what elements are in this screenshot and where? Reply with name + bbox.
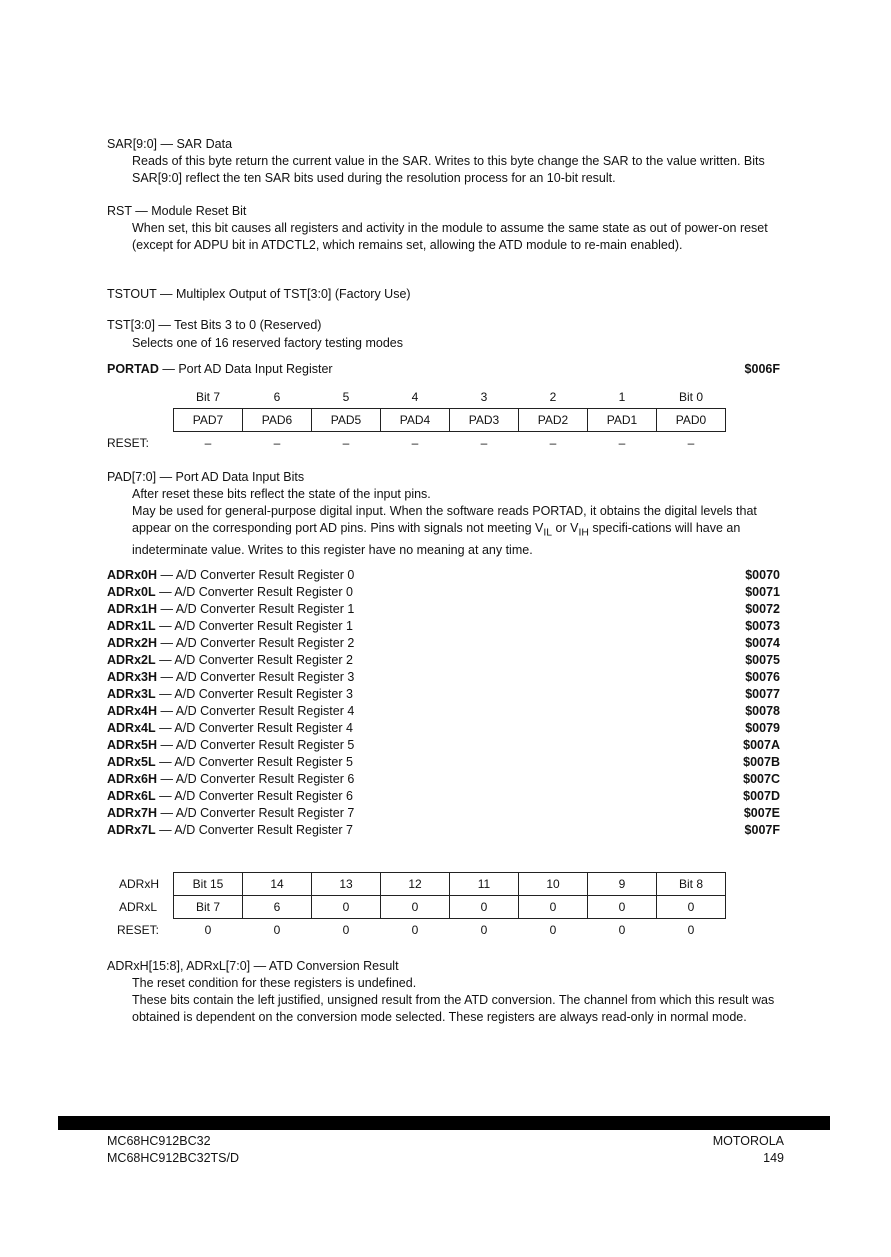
- reset-value: –: [687, 436, 695, 450]
- adr-register-row: [107, 805, 780, 822]
- adr-register-row: [107, 822, 780, 839]
- register-address: $007F: [744, 823, 780, 837]
- register-cell: 6: [243, 896, 312, 919]
- register-cell: 13: [312, 873, 381, 896]
- reset-value: 0: [618, 923, 626, 937]
- register-name: ADRx3L: [107, 687, 156, 701]
- rst-heading: RST — Module Reset Bit: [107, 204, 247, 218]
- register-desc: — A/D Converter Result Register 5: [160, 738, 355, 752]
- register-address: $0073: [745, 619, 780, 633]
- register-name: ADRx2L: [107, 653, 156, 667]
- vih-subscript: IH: [578, 527, 589, 539]
- adr-register-row: [107, 669, 780, 686]
- register-cell: 0: [519, 896, 588, 919]
- register-cell: Bit 15: [174, 873, 243, 896]
- adr-register-row: [107, 720, 780, 737]
- adr-register-table: [107, 872, 726, 941]
- reset-value: 0: [411, 923, 419, 937]
- register-name: ADRx0L: [107, 585, 156, 599]
- register-cell: 0: [657, 896, 726, 919]
- bit-header: Bit 0: [678, 390, 703, 404]
- reset-value: –: [411, 436, 419, 450]
- adr-register-row: [107, 771, 780, 788]
- adr-register-row: [107, 618, 780, 635]
- register-cell: 9: [588, 873, 657, 896]
- register-cell: PAD2: [519, 409, 588, 432]
- footer-company: MOTOROLA: [712, 1134, 784, 1148]
- reset-label: RESET:: [117, 922, 160, 937]
- register-name: ADRx1L: [107, 619, 156, 633]
- register-desc: — A/D Converter Result Register 6: [159, 789, 353, 803]
- adr-result-heading: ADRxH[15:8], ADRxL[7:0] — ATD Conversion Result: [107, 959, 399, 973]
- reset-value: –: [342, 436, 350, 450]
- bit-header-row: [107, 386, 726, 409]
- register-address: $007B: [743, 755, 780, 769]
- pad-line2: [132, 503, 787, 559]
- pad-line2-text-b: specifi-cations will have an indeterminate value. Writes to this register have no meaning at any time.: [132, 521, 741, 557]
- adrxh-label: ADRxH: [119, 877, 160, 891]
- reset-value: –: [618, 436, 626, 450]
- register-cell: PAD7: [174, 409, 243, 432]
- register-name: ADRx4L: [107, 721, 156, 735]
- register-address: $007D: [743, 789, 780, 803]
- register-name: ADRx6H: [107, 772, 158, 786]
- sar-description: Reads of this byte return the current value in the SAR. Writes to this byte change the SAR to the value written. Bits SAR[9:0] reflect the ten SAR bits used during the resolution process for an 10-bit result.: [132, 154, 765, 185]
- register-name: ADRx5L: [107, 755, 156, 769]
- register-cell: 0: [588, 896, 657, 919]
- bit-header: 5: [342, 390, 350, 404]
- register-name: ADRx2H: [107, 636, 158, 650]
- register-address: $0078: [745, 704, 780, 718]
- footer-page-number: 149: [763, 1151, 784, 1165]
- portad-desc: — Port AD Data Input Register: [162, 362, 333, 376]
- reset-value: –: [273, 436, 281, 450]
- reset-value: 0: [273, 923, 281, 937]
- adr-register-row: [107, 788, 780, 805]
- register-cell: 14: [243, 873, 312, 896]
- pad-line2-text-a: May be used for general-purpose digital input. When the software reads PORTAD, it obtains the digital levels that appear on the corresponding port AD pins. Pins with signals not meeting V: [132, 504, 757, 535]
- register-name: ADRx0H: [107, 568, 158, 582]
- reset-value: –: [480, 436, 488, 450]
- register-desc: — A/D Converter Result Register 7: [160, 806, 355, 820]
- register-address: $0077: [745, 687, 780, 701]
- portad-register-table: [107, 386, 726, 454]
- register-desc: — A/D Converter Result Register 1: [159, 619, 353, 633]
- reset-label: RESET:: [107, 435, 150, 450]
- tstout-heading: TSTOUT — Multiplex Output of TST[3:0] (Factory Use): [107, 287, 411, 301]
- register-desc: — A/D Converter Result Register 4: [159, 721, 353, 735]
- bit-header: Bit 7: [195, 390, 220, 404]
- register-address: $0070: [745, 568, 780, 582]
- register-cell: PAD1: [588, 409, 657, 432]
- register-name: ADRx3H: [107, 670, 158, 684]
- bit-header: 6: [273, 390, 281, 404]
- register-address: $0071: [745, 585, 780, 599]
- adr-register-row: [107, 737, 780, 754]
- register-name: ADRx6L: [107, 789, 156, 803]
- register-address: $007C: [743, 772, 780, 786]
- adr-result-line2: These bits contain the left justified, unsigned result from the ATD conversion. The channel from which this result was obtained is dependent on the conversion mode selected. These registers are always read-only in normal mode.: [132, 993, 775, 1024]
- reset-value: 0: [480, 923, 488, 937]
- register-desc: — A/D Converter Result Register 0: [159, 585, 353, 599]
- register-cell: PAD4: [381, 409, 450, 432]
- reset-row: [107, 919, 726, 942]
- sar-heading: SAR[9:0] — SAR Data: [107, 137, 233, 151]
- footer-bar: [58, 1116, 830, 1130]
- register-cell: 12: [381, 873, 450, 896]
- register-cell: 10: [519, 873, 588, 896]
- register-address: $0074: [745, 636, 780, 650]
- reset-value: 0: [204, 923, 212, 937]
- footer-part-number: MC68HC912BC32: [107, 1134, 211, 1148]
- adrxh-row: [107, 873, 726, 896]
- register-desc: — A/D Converter Result Register 7: [159, 823, 353, 837]
- register-cell: 0: [381, 896, 450, 919]
- adr-register-row: [107, 584, 780, 601]
- adr-register-row: [107, 754, 780, 771]
- reset-value: 0: [342, 923, 350, 937]
- register-address: $0079: [745, 721, 780, 735]
- reset-value: –: [549, 436, 557, 450]
- adr-register-row: [107, 601, 780, 618]
- register-address: $007E: [743, 806, 780, 820]
- pad-line2-or: or V: [552, 521, 579, 535]
- register-desc: — A/D Converter Result Register 2: [159, 653, 353, 667]
- register-name: ADRx5H: [107, 738, 158, 752]
- reset-row: [107, 432, 726, 455]
- register-cell: PAD6: [243, 409, 312, 432]
- register-desc: — A/D Converter Result Register 4: [160, 704, 355, 718]
- register-address: $0075: [745, 653, 780, 667]
- register-desc: — A/D Converter Result Register 3: [159, 687, 353, 701]
- portad-address: $006F: [744, 362, 780, 376]
- adrxl-row: [107, 896, 726, 919]
- bit-header: 1: [618, 390, 626, 404]
- adr-register-row: [107, 567, 780, 584]
- adr-register-row: [107, 652, 780, 669]
- register-desc: — A/D Converter Result Register 3: [160, 670, 355, 684]
- pad-line1: After reset these bits reflect the state of the input pins.: [132, 487, 431, 501]
- register-desc: — A/D Converter Result Register 1: [160, 602, 355, 616]
- register-desc: — A/D Converter Result Register 0: [160, 568, 355, 582]
- register-cell: 0: [312, 896, 381, 919]
- register-address: $0076: [745, 670, 780, 684]
- reset-value: 0: [687, 923, 695, 937]
- pad-heading: PAD[7:0] — Port AD Data Input Bits: [107, 470, 305, 484]
- tst-description: Selects one of 16 reserved factory testing modes: [132, 336, 403, 350]
- register-cell: PAD5: [312, 409, 381, 432]
- register-desc: — A/D Converter Result Register 5: [159, 755, 353, 769]
- register-address: $0072: [745, 602, 780, 616]
- footer-doc-number: MC68HC912BC32TS/D: [107, 1151, 239, 1165]
- register-cell: 11: [450, 873, 519, 896]
- bit-header: 3: [480, 390, 488, 404]
- bit-header: 2: [549, 390, 557, 404]
- register-name: ADRx1H: [107, 602, 158, 616]
- register-cell: Bit 8: [657, 873, 726, 896]
- reset-value: 0: [549, 923, 557, 937]
- adrxl-label: ADRxL: [119, 900, 158, 914]
- vil-subscript: IL: [543, 527, 553, 539]
- register-desc: — A/D Converter Result Register 6: [160, 772, 355, 786]
- portad-heading: [107, 361, 780, 378]
- reset-value: –: [204, 436, 212, 450]
- register-bit-row: [107, 409, 726, 432]
- tst-heading: TST[3:0] — Test Bits 3 to 0 (Reserved): [107, 318, 322, 332]
- register-name: ADRx7L: [107, 823, 156, 837]
- bit-header: 4: [411, 390, 419, 404]
- adr-register-row: [107, 635, 780, 652]
- register-desc: — A/D Converter Result Register 2: [160, 636, 355, 650]
- portad-name: PORTAD: [107, 362, 159, 376]
- register-name: ADRx7H: [107, 806, 158, 820]
- register-name: ADRx4H: [107, 704, 158, 718]
- register-cell: PAD3: [450, 409, 519, 432]
- rst-description: When set, this bit causes all registers and activity in the module to assume the same state as out of power-on reset (except for ADPU bit in ATDCTL2, which remains set, allowing the ATD module to re-main enabled).: [132, 221, 768, 252]
- adr-register-row: [107, 703, 780, 720]
- register-address: $007A: [743, 738, 780, 752]
- register-cell: PAD0: [657, 409, 726, 432]
- register-cell: Bit 7: [174, 896, 243, 919]
- register-cell: 0: [450, 896, 519, 919]
- adr-result-line1: The reset condition for these registers is undefined.: [132, 976, 417, 990]
- adr-register-row: [107, 686, 780, 703]
